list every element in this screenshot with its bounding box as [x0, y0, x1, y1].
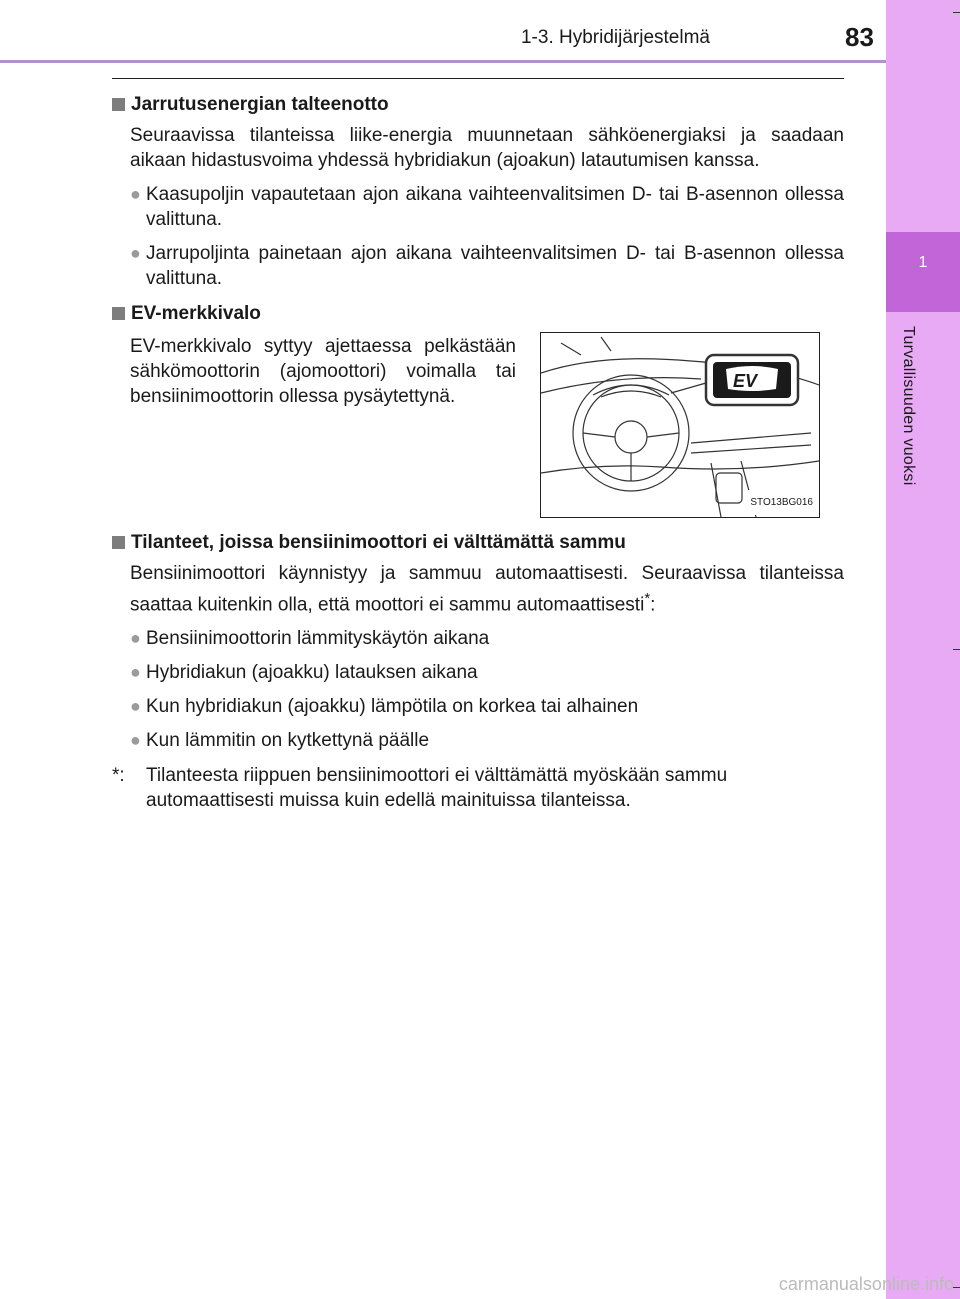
ev-indicator-figure: [540, 332, 820, 518]
paragraph: [112, 561, 844, 617]
footnote: [112, 763, 844, 813]
list-item: [112, 182, 844, 232]
content-top-rule: [112, 78, 844, 79]
list-item-text: Kun lämmitin on kytkettynä päälle: [146, 730, 430, 752]
chapter-tab[interactable]: [886, 232, 960, 312]
ev-badge-label: EV: [733, 371, 758, 391]
side-band: [886, 0, 960, 1299]
side-tick: [953, 649, 960, 650]
section-heading-ev: [112, 301, 844, 326]
paragraph-colon: :: [650, 594, 656, 616]
list-item: [112, 660, 844, 685]
page-content: [112, 88, 844, 813]
header-rule: [0, 60, 886, 63]
list-item-text: Jarrupoljinta painetaan ajon aikana vaihteenvalitsimen D- tai B-asennon ollessa valittuna.: [146, 243, 844, 289]
side-tick: [953, 1287, 960, 1288]
circle-bullet-icon: ●: [130, 730, 141, 751]
watermark: carmanualsonline.info: [778, 1274, 954, 1294]
circle-bullet-icon: ●: [130, 696, 141, 717]
list-item: [112, 626, 844, 651]
footnote-text: Tilanteesta riippuen bensiinimoottori ei välttämättä myöskään sammu automaattisesti muissa kuin edellä mainituissa tilanteissa.: [146, 765, 728, 812]
chapter-title: Turvallisuuden vuoksi: [900, 326, 917, 486]
page-number: 83: [845, 22, 874, 52]
paragraph: EV-merkkivalo syttyy ajettaessa pelkästään sähkömoottorin (ajomoottori) voimalla tai bensiinimoottorin ollessa pysäytettynä.: [130, 336, 516, 407]
list-item-text: Kun hybridiakun (ajoakku) lämpötila on korkea tai alhainen: [146, 696, 639, 718]
list-item-text: Kaasupoljin vapautetaan ajon aikana vaihteenvalitsimen D- tai B-asennon ollessa valittuna.: [146, 184, 844, 230]
paragraph: Seuraavissa tilanteissa liike-energia muunnetaan sähköenergiaksi ja saadaan aikaan hidastusvoima yhdessä hybridiakun (ajoakun) latautumisen kanssa.: [130, 125, 844, 171]
section-heading-regen: [112, 92, 844, 117]
section-heading-engine: [112, 530, 844, 555]
square-bullet-icon: [112, 536, 125, 549]
circle-bullet-icon: ●: [130, 662, 141, 683]
list-item: [112, 694, 844, 719]
list-item: [112, 241, 844, 291]
asterisk-mark: *: [644, 590, 651, 607]
square-bullet-icon: [112, 98, 125, 111]
paragraph-text: Bensiinimoottori käynnistyy ja sammuu automaattisesti. Seuraavissa tilanteissa saattaa kuitenkin olla, että moottori ei sammu automaattisesti: [130, 563, 844, 616]
heading-text: Jarrutusenergian talteenotto: [131, 94, 389, 115]
list-item-text: Hybridiakun (ajoakku) latauksen aikana: [146, 662, 478, 684]
footnote-mark: *:: [112, 765, 125, 787]
circle-bullet-icon: ●: [130, 628, 141, 649]
page-header: [0, 0, 886, 60]
section-title: 1-3. Hybridijärjestelmä: [520, 27, 710, 48]
circle-bullet-icon: ●: [130, 184, 141, 204]
chapter-number: 1: [918, 254, 928, 271]
figure-code: STO13BG016: [748, 490, 815, 515]
ev-section-row: [112, 328, 844, 518]
list-item: [112, 728, 844, 753]
side-tick: [953, 12, 960, 13]
heading-text: Tilanteet, joissa bensiinimoottori ei välttämättä sammu: [131, 532, 626, 553]
circle-bullet-icon: ●: [130, 243, 141, 263]
heading-text: EV-merkkivalo: [131, 303, 261, 324]
square-bullet-icon: [112, 307, 125, 320]
list-item-text: Bensiinimoottorin lämmityskäytön aikana: [146, 628, 490, 650]
